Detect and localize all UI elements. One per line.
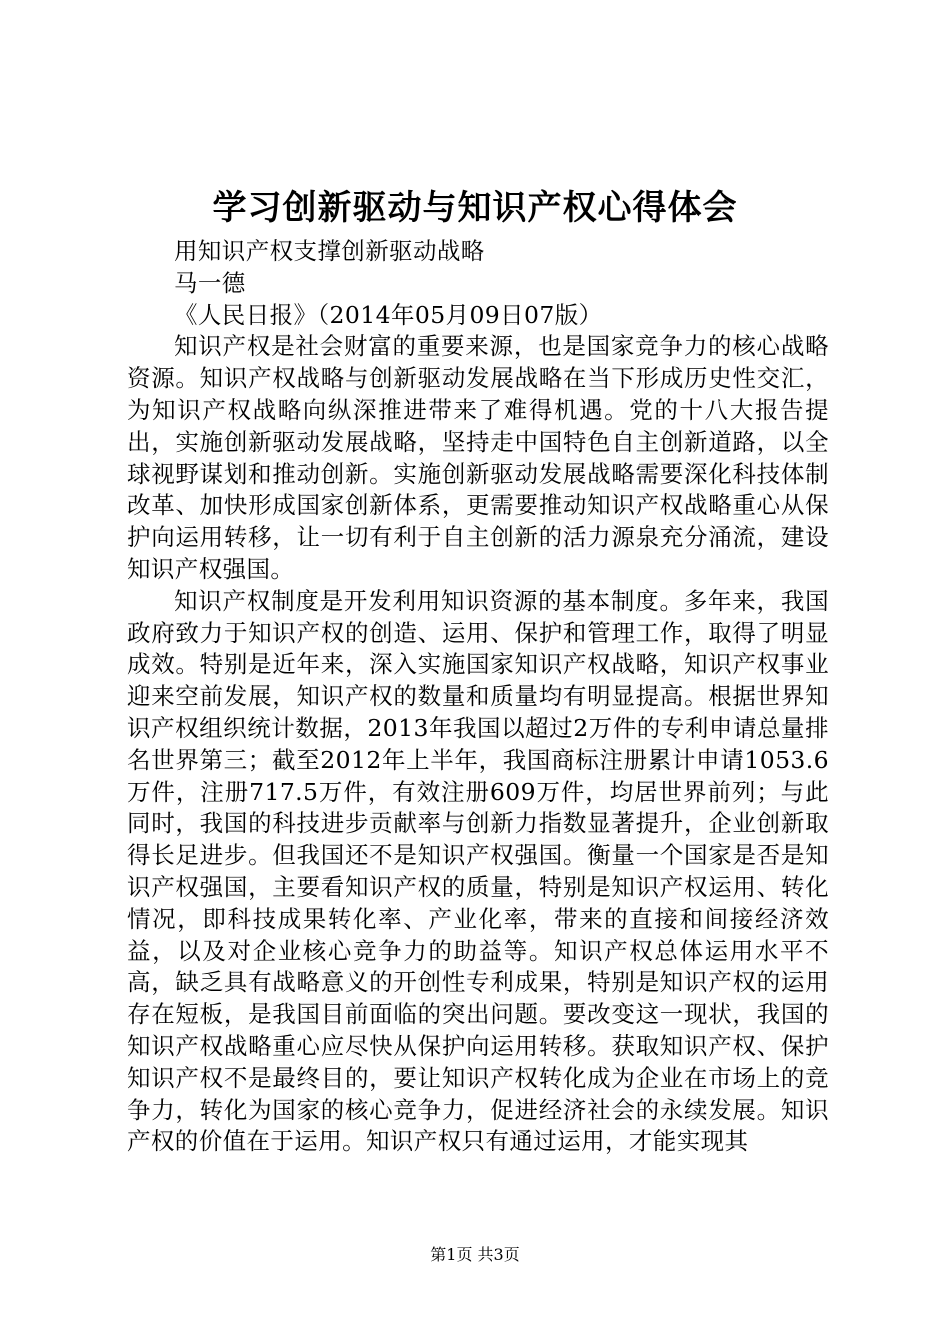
- page-footer: 第1页 共3页: [430, 1245, 520, 1264]
- body-paragraph: 知识产权制度是开发利用知识资源的基本制度。多年来，我国政府致力于知识产权的创造、运用、保护和管理工作，取得了明显成效。特别是近年来，深入实施国家知识产权战略，知识产权事业迎来空前发展，知识产权的数量和质量均有明显提高。根据世界知识产权组织统计数据，2013年我国以超过2万件的专利申请总量排名世界第三；截至2012年上半年，我国商标注册累计申请1053.6万件，注册717.5万件，有效注册609万件，均居世界前列；与此同时，我国的科技进步贡献率与创新力指数显著提升，企业创新取得长足进步。但我国还不是知识产权强国。衡量一个国家是否是知识产权强国，主要看知识产权的质量，特别是知识产权运用、转化情况，即科技成果转化率、产业化率，带来的直接和间接经济效益，以及对企业核心竞争力的助益等。知识产权总体运用水平不高，缺乏具有战略意义的开创性专利成果，特别是知识产权的运用存在短板，是我国目前面临的突出问题。要改变这一现状，我国的知识产权战略重心应尽快从保护向运用转移。获取知识产权、保护知识产权不是最终目的，要让知识产权转化成为企业在市场上的竞争力，转化为国家的核心竞争力，促进经济社会的永续发展。知识产权的价值在于运用。知识产权只有通过运用，才能实现其: [127, 586, 829, 1156]
- subtitle-line: 用知识产权支撑创新驱动战略: [174, 237, 485, 265]
- source-line: 《人民日报》（2014年05月09日07版）: [174, 300, 603, 329]
- author-line: 马一德: [174, 268, 246, 297]
- document-title: 学习创新驱动与知识产权心得体会: [212, 188, 738, 228]
- document-body: [127, 236, 829, 1158]
- body-paragraph: 知识产权是社会财富的重要来源，也是国家竞争力的核心战略资源。知识产权战略与创新驱动发展战略在当下形成历史性交汇，为知识产权战略向纵深推进带来了难得机遇。党的十八大报告提出，实施创新驱动发展战略，坚持走中国特色自主创新道路，以全球视野谋划和推动创新。实施创新驱动发展战略需要深化科技体制改革、加快形成国家创新体系，更需要推动知识产权战略重心从保护向运用转移，让一切有利于自主创新的活力源泉充分涌流，建设知识产权强国。: [127, 332, 829, 583]
